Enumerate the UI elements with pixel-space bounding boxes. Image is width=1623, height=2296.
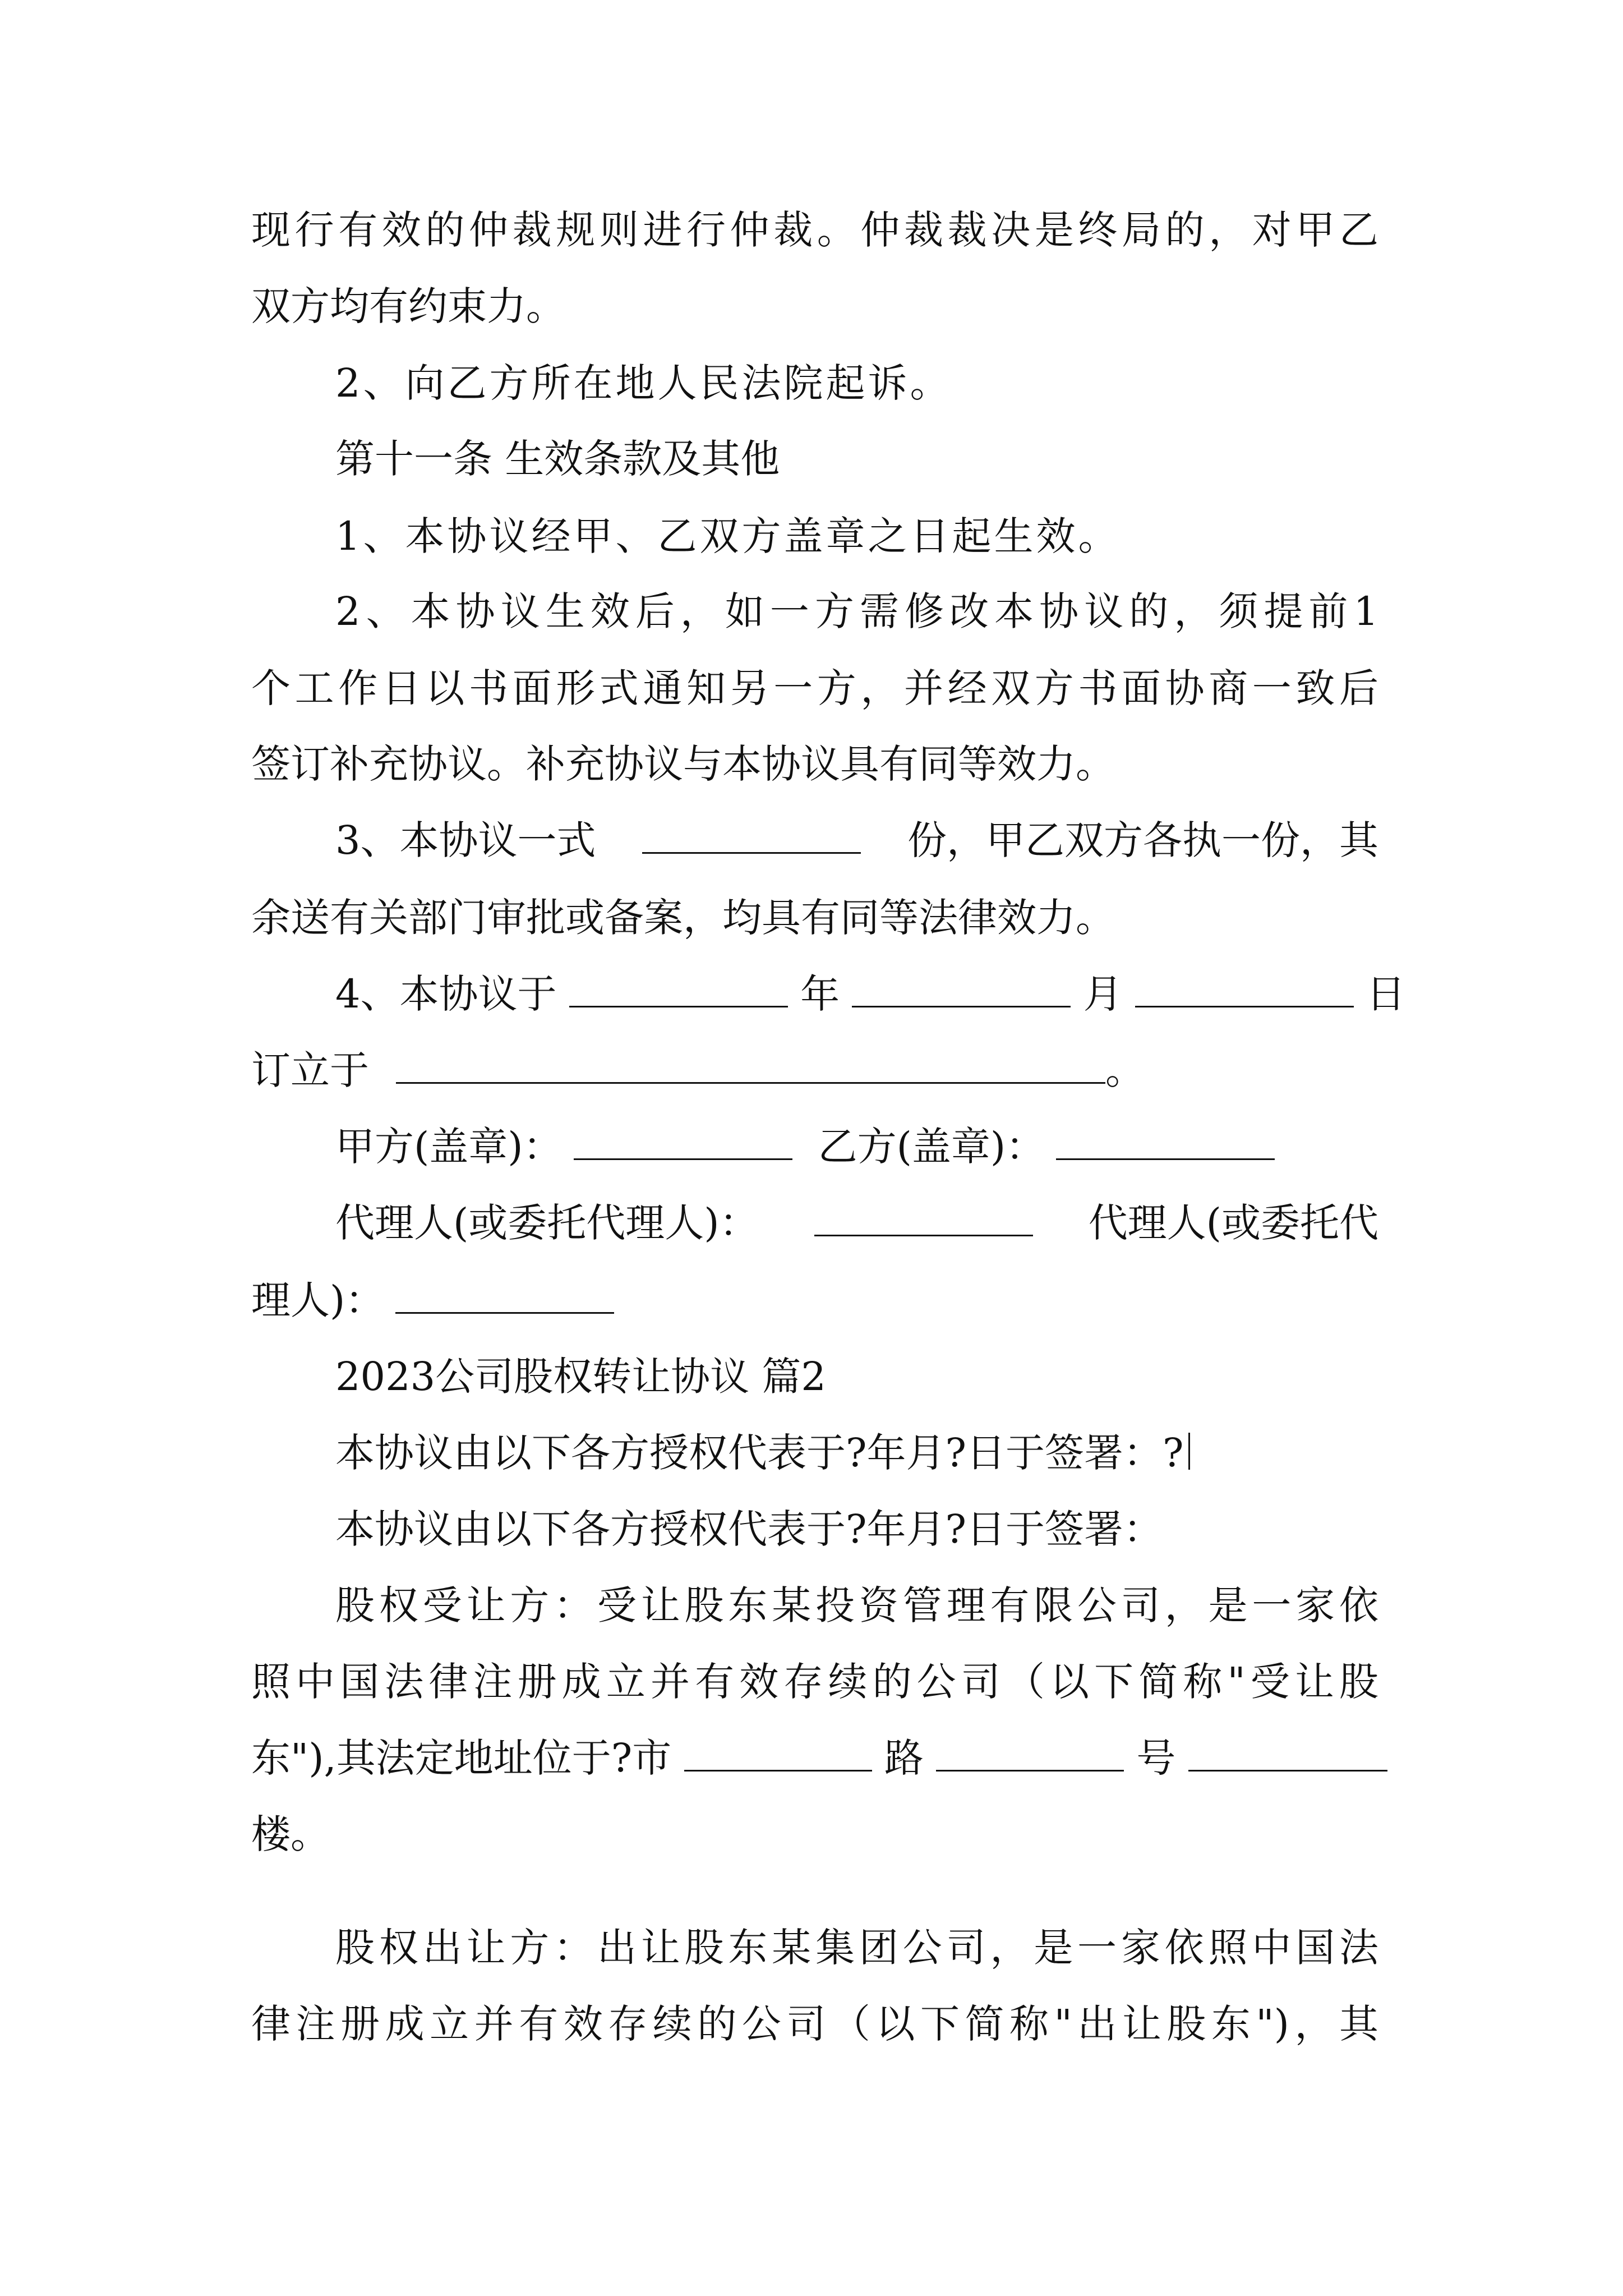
text-span: 。 bbox=[1105, 1047, 1145, 1093]
text-span: 号 bbox=[1136, 1735, 1176, 1781]
text-line bbox=[335, 1119, 1463, 1175]
blank-agent-a[interactable] bbox=[814, 1199, 1033, 1236]
blank-place-field[interactable] bbox=[396, 1046, 1105, 1084]
blank-party-a-seal[interactable] bbox=[574, 1122, 792, 1160]
text-span: 路 bbox=[884, 1735, 924, 1781]
blank-building[interactable] bbox=[1188, 1734, 1387, 1772]
text-line bbox=[335, 966, 1406, 1022]
text-line: 1、本协议经甲、乙双方盖章之日起生效。 bbox=[335, 513, 1121, 559]
text-line bbox=[251, 1042, 1378, 1098]
text-span: 份，甲乙双方各执一份，其 bbox=[907, 817, 1378, 863]
text-line bbox=[251, 1730, 1378, 1786]
text-line bbox=[335, 1195, 1378, 1251]
text-line: 股权受让方：受让股东某投资管理有限公司，是一家依 bbox=[335, 1582, 1378, 1628]
text-line: 楼。 bbox=[251, 1811, 330, 1857]
text-span: 日 bbox=[1366, 971, 1406, 1017]
text-span: 3、本协议一式 bbox=[335, 817, 596, 863]
agent-label: 代理人(或委托代 bbox=[1088, 1200, 1378, 1246]
blank-party-b-seal[interactable] bbox=[1056, 1122, 1275, 1160]
text-span: 本协议由以下各方授权代表于?年月?日于签署：? bbox=[335, 1430, 1184, 1476]
text-line: 律注册成立并有效存续的公司（以下简称"出让股东")，其 bbox=[251, 2001, 1378, 2047]
party-b-seal-label: 乙方(盖章)： bbox=[818, 1124, 1045, 1170]
text-line bbox=[335, 812, 1378, 868]
text-line: 照中国法律注册成立并有效存续的公司（以下简称"受让股 bbox=[251, 1659, 1378, 1705]
party-a-seal-label: 甲方(盖章)： bbox=[335, 1124, 562, 1170]
agent-label: 理人)： bbox=[251, 1277, 385, 1323]
text-line: 2、本协议生效后，如一方需修改本协议的，须提前1 bbox=[335, 588, 1378, 634]
text-line: 签订补充协议。补充协议与本协议具有同等效力。 bbox=[251, 741, 1115, 787]
text-line bbox=[251, 1272, 1378, 1328]
text-line: 2、向乙方所在地人民法院起诉。 bbox=[335, 360, 952, 406]
text-line: 双方均有约束力。 bbox=[251, 283, 565, 329]
blank-year-field[interactable] bbox=[569, 970, 788, 1007]
blank-road-number[interactable] bbox=[936, 1734, 1124, 1772]
agent-label: 代理人(或委托代理人)： bbox=[335, 1200, 759, 1246]
blank-city-road[interactable] bbox=[684, 1734, 872, 1772]
text-span: 订立于 bbox=[251, 1047, 369, 1093]
blank-agent-b[interactable] bbox=[395, 1276, 614, 1314]
section-heading: 2023公司股权转让协议 篇2 bbox=[335, 1354, 826, 1400]
text-span: 东"),其法定地址位于?市 bbox=[251, 1735, 672, 1781]
text-line bbox=[335, 1425, 1463, 1481]
text-line: 本协议由以下各方授权代表于?年月?日于签署： bbox=[335, 1506, 1163, 1552]
blank-copies-field[interactable] bbox=[642, 816, 861, 854]
text-cursor bbox=[1188, 1433, 1190, 1470]
text-span: 4、本协议于 bbox=[335, 971, 557, 1017]
text-line: 现行有效的仲裁规则进行仲裁。仲裁裁决是终局的，对甲乙 bbox=[251, 207, 1378, 253]
text-line: 余送有关部门审批或备案，均具有同等法律效力。 bbox=[251, 895, 1115, 941]
text-span: 年 bbox=[800, 971, 840, 1017]
section-heading: 第十一条 生效条款及其他 bbox=[335, 436, 780, 482]
blank-day-field[interactable] bbox=[1135, 970, 1354, 1007]
text-span: 月 bbox=[1083, 971, 1123, 1017]
text-line: 股权出让方：出让股东某集团公司，是一家依照中国法 bbox=[335, 1925, 1378, 1971]
blank-month-field[interactable] bbox=[852, 970, 1071, 1007]
text-line: 个工作日以书面形式通知另一方，并经双方书面协商一致后 bbox=[251, 665, 1378, 711]
